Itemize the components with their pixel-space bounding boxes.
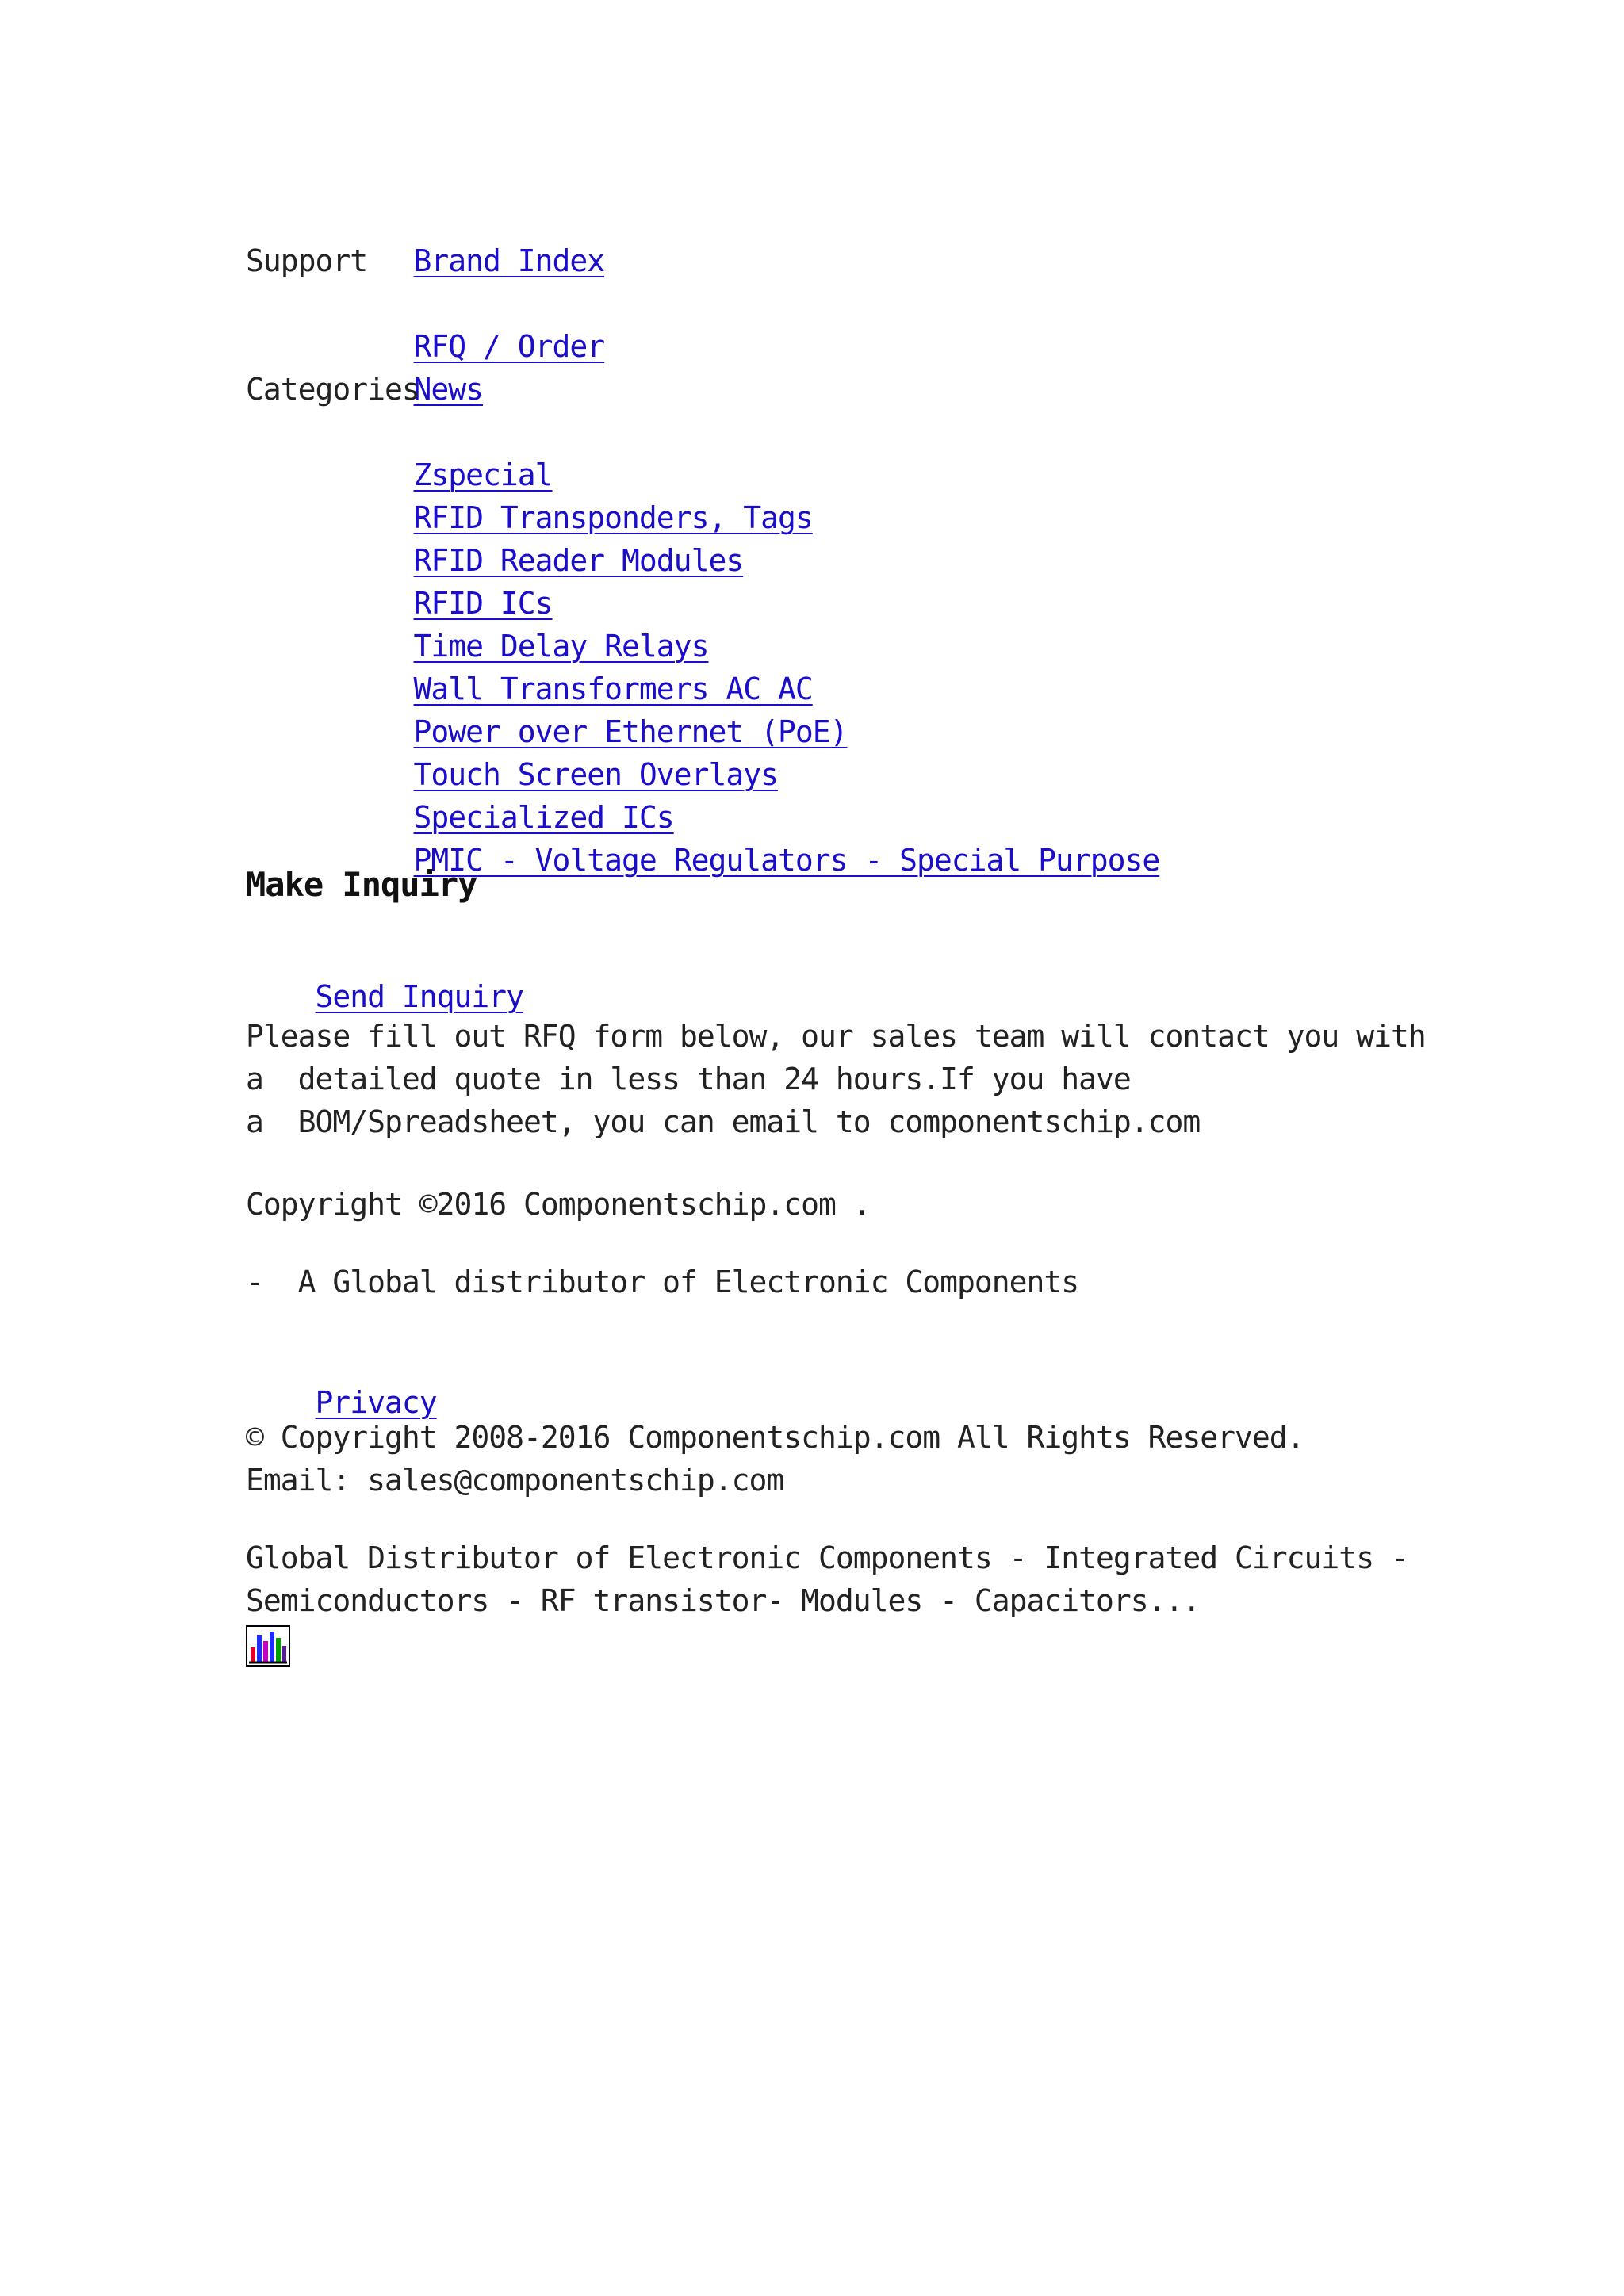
page-content	[246, 197, 1546, 1670]
contact-email: Email: sales@componentschip.com	[246, 1463, 784, 1498]
privacy-row	[246, 1338, 1546, 1420]
support-label: Support	[246, 243, 368, 278]
footer-description-line: Semiconductors - RF transistor- Modules - Capacitors...	[246, 1583, 1201, 1618]
copyright-full: © Copyright 2008-2016 Componentschip.com All Rights Reserved.	[246, 1420, 1304, 1455]
category-link-touch-screen-overlays[interactable]: Touch Screen Overlays	[413, 757, 778, 792]
send-inquiry-link[interactable]: Send Inquiry	[315, 979, 524, 1014]
category-link-time-delay-relays[interactable]: Time Delay Relays	[413, 629, 709, 664]
inquiry-description-line: a BOM/Spreadsheet, you can email to componentschip.com	[246, 1104, 1201, 1139]
send-inquiry-row	[246, 932, 1546, 1014]
inquiry-description-line: a detailed quote in less than 24 hours.If you have	[246, 1062, 1131, 1096]
tagline: - A Global distributor of Electronic Components	[246, 1265, 1079, 1299]
category-link-rfid-reader-modules[interactable]: RFID Reader Modules	[413, 543, 744, 578]
category-link-rfid-transponders[interactable]: RFID Transponders, Tags	[413, 500, 813, 535]
copyright-short: Copyright ©2016 Componentschip.com .	[246, 1187, 871, 1222]
categories-label: Categories	[246, 372, 419, 407]
make-inquiry-heading: Make Inquiry	[246, 865, 477, 904]
category-link-zspecial[interactable]: Zspecial	[413, 457, 553, 492]
privacy-link[interactable]: Privacy	[315, 1385, 437, 1420]
news-link[interactable]: News	[413, 372, 484, 407]
support-item	[246, 282, 1546, 364]
category-link-specialized-ics[interactable]: Specialized ICs	[413, 800, 674, 835]
footer-description-line: Global Distributor of Electronic Components - Integrated Circuits -	[246, 1540, 1408, 1575]
bar-chart-icon[interactable]	[246, 1625, 290, 1667]
rfq-order-link[interactable]: RFQ / Order	[413, 329, 605, 364]
category-link-wall-transformers[interactable]: Wall Transformers AC AC	[413, 672, 813, 706]
inquiry-description	[246, 1015, 1546, 1143]
category-link-poe[interactable]: Power over Ethernet (PoE)	[413, 714, 848, 749]
category-link-pmic-voltage-regulators[interactable]: PMIC - Voltage Regulators - Special Purpose	[413, 843, 1160, 878]
brand-index-link[interactable]: Brand Index	[413, 243, 605, 278]
category-item	[246, 411, 1546, 492]
category-link-rfid-ics[interactable]: RFID ICs	[413, 586, 553, 621]
inquiry-description-line: Please fill out RFQ form below, our sales team will contact you with	[246, 1019, 1426, 1054]
